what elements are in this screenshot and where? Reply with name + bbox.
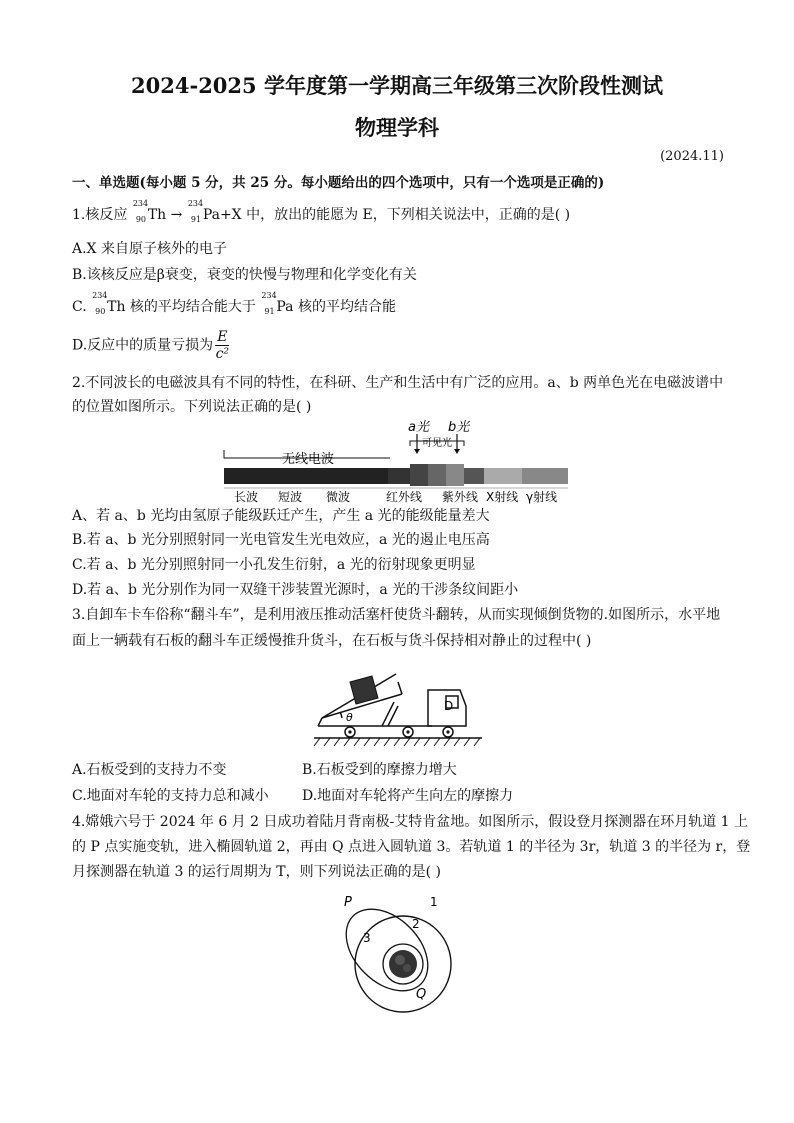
q1-c-thorium: 234 90 Th (92, 291, 126, 316)
xray-band-bar (484, 468, 522, 484)
b-light-label: b光 (448, 420, 470, 435)
exam-title: 2024-2025 学年度第一学期高三年级第三次阶段性测试 (131, 73, 663, 98)
point-p-label: P (344, 895, 352, 910)
band-gamma: γ射线 (526, 490, 558, 504)
orbit-2 (330, 893, 443, 1006)
q3-option-b: B.石板受到的摩擦力增大 (302, 762, 457, 778)
exam-subject: 物理学科 (355, 115, 439, 140)
q3-option-a: A.石板受到的支持力不变 (72, 762, 227, 778)
q1-c-protactinium: 234 91 Pa (261, 291, 294, 316)
q2-option-b: B.若 a、b 光分别照射同一光电管发生光电效应，a 光的遏止电压高 (72, 532, 490, 548)
q2-option-c: C.若 a、b 光分别照射同一小孔发生衍射，a 光的衍射现象更明显 (72, 557, 476, 573)
q1-suffix: +X 中，放出的能愿为 E，下列相关说法中，正确的是( ) (219, 207, 571, 223)
q1-thorium-nuclide: 234 90 Th (132, 199, 167, 224)
orbit-1-label: 1 (430, 895, 438, 909)
stone-slab (350, 676, 378, 704)
q2-option-d: D.若 a、b 光分别作为同一双缝干涉装置光源时，a 光的干涉条纹间距小 (72, 582, 519, 598)
band-short-wave: 短波 (278, 490, 303, 504)
band-microwave: 微波 (326, 490, 351, 504)
radio-band-bar (224, 468, 388, 484)
a-light-label: a光 (408, 420, 429, 435)
cab-label: D (444, 699, 454, 713)
q1-arrow: → (166, 207, 187, 223)
band-ultraviolet: 紫外线 (442, 490, 479, 504)
q2-stem-line1: 2.不同波长的电磁波具有不同的特性，在科研、生产和生活中有广泛的应用。a、b 两单色光在电磁波谱中 (72, 375, 724, 391)
lunar-orbit-figure (330, 890, 456, 1016)
hydraulic-rod (382, 702, 394, 726)
q1-d-fraction: $\frac{E}{\text{c²}}$ (215, 329, 230, 362)
q4-stem-line3: 月探测器在轨道 3 的运行周期为 T，则下列说法正确的是( ) (72, 864, 441, 880)
q4-stem-line1: 4.嫦娥六号于 2024 年 6 月 2 日成功着陆月背南极-艾特肯盆地。如图所示，假设登月探测器在环月轨道 1 上 (72, 814, 749, 830)
q3-option-d: D.地面对车轮将产生向左的摩擦力 (302, 788, 514, 804)
point-q-label: Q (416, 987, 427, 1002)
gamma-band-bar (522, 468, 568, 484)
orbit-2-label: 2 (412, 917, 420, 931)
em-spectrum-figure (220, 416, 572, 504)
q1-option-a: A.X 来自原子核外的电子 (72, 241, 227, 257)
dump-truck-figure (312, 666, 484, 750)
q2-option-a: A、若 a、b 光均由氢原子能级跃迁产生，产生 a 光的能级能量差大 (72, 508, 490, 524)
q1-option-c: C. 234 90 Th 核的平均结合能大于 234 91 Pa 核的平均结合能 (72, 291, 396, 316)
q1-protactinium-nuclide: 234 91 Pa (187, 199, 220, 224)
q3-option-c: C.地面对车轮的支持力总和减小 (72, 788, 269, 804)
orbit-3-label: 3 (363, 931, 371, 945)
band-long-wave: 长波 (234, 490, 259, 504)
q1-prefix: 1.核反应 (72, 207, 132, 223)
section-heading: 一、单选题(每小题 5 分，共 25 分。每小题给出的四个选项中，只有一个选项是正确的) (72, 175, 605, 191)
band-xray: X射线 (486, 490, 519, 504)
radio-wave-label: 无线电波 (282, 452, 335, 467)
visible-label: 可见光 (422, 438, 452, 449)
q3-stem-line1: 3.自卸车卡车俗称“翻斗车”，是利用液压推动活塞杆使货斗翻转，从而实现倾倒货物的.如图所示，水平地 (72, 607, 721, 623)
q3-stem-line2: 面上一辆载有石板的翻斗车正缓慢推升货斗，在石板与货斗保持相对静止的过程中( ) (72, 633, 592, 649)
q2-stem-line2: 的位置如图所示。下列说法正确的是( ) (72, 399, 312, 415)
q1-option-b: B.该核反应是β衰变，衰变的快慢与物理和化学变化有关 (72, 267, 417, 283)
q1-stem (72, 199, 571, 224)
q4-stem-line2: 的 P 点实施变轨，进入椭圆轨道 2，再由 Q 点进入圆轨道 3。若轨道 1 的半径为 3r，轨道 3 的半径为 r，登 (72, 839, 751, 855)
band-infrared: 红外线 (386, 490, 423, 504)
q1-option-d: D.反应中的质量亏损为 $\frac{E}{\text{c²}}$ (72, 329, 230, 362)
angle-theta-label: θ (346, 711, 353, 724)
exam-date: (2024.11) (660, 149, 724, 164)
